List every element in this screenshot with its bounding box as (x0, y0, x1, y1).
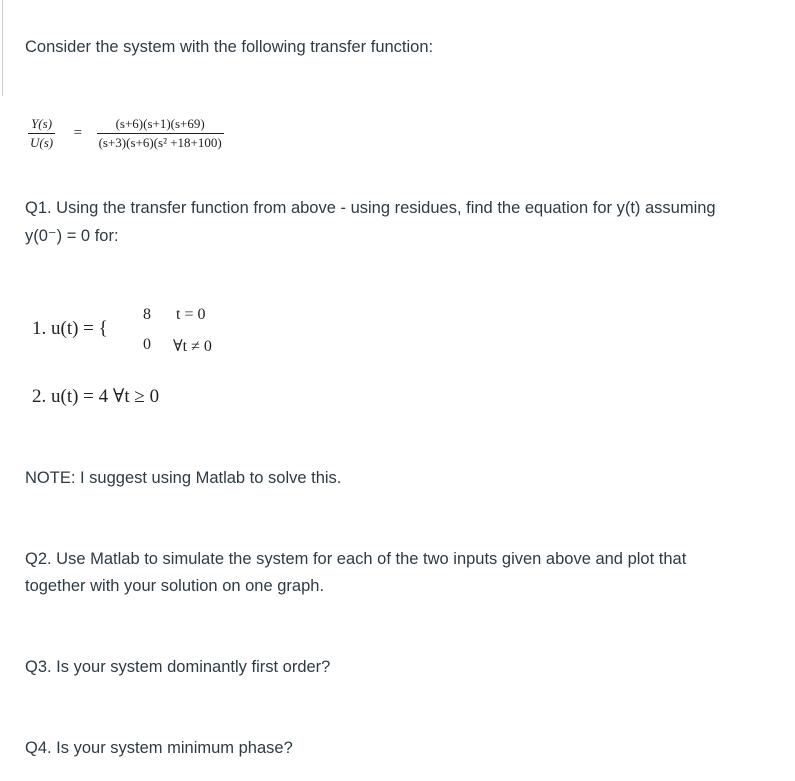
transfer-function (28, 116, 224, 151)
input-item-2: 2. u(t) = 4 ∀t ≥ 0 (32, 386, 160, 407)
note-text: NOTE: I suggest using Matlab to solve this. (25, 469, 342, 487)
q2-text-line1: Q2. Use Matlab to simulate the system for each of the two inputs given above and plot that (25, 550, 687, 568)
lhs-denominator: U(s) (30, 135, 54, 150)
item1-label: 1. u(t) = { (32, 318, 108, 339)
lhs-numerator: Y(s) (31, 116, 53, 131)
case-2-value: 0 (143, 336, 151, 353)
q1-text-line2: y(0⁻) = 0 for: (25, 227, 119, 245)
case-2-condition: ∀t ≠ 0 (173, 338, 212, 355)
q4-text: Q4. Is your system minimum phase? (25, 739, 293, 757)
case-1-value: 8 (143, 306, 151, 323)
rhs-denominator: (s+3)(s+6)(s² +18+100) (98, 135, 222, 150)
intro-text: Consider the system with the following transfer function: (25, 38, 434, 56)
left-border-rule (2, 0, 3, 96)
q1-text: Q1. Using the transfer function from above - using residues, find the equation for y(t) assuming (25, 199, 716, 217)
q2-text-line2: together with your solution on one graph. (25, 577, 325, 595)
rhs-numerator: (s+6)(s+1)(s+69) (115, 116, 205, 131)
equals-sign: = (73, 125, 83, 141)
q3-text: Q3. Is your system dominantly first order? (25, 658, 331, 676)
rhs-fraction (97, 116, 224, 151)
case-1-condition: t = 0 (176, 306, 206, 323)
lhs-fraction (28, 116, 55, 151)
